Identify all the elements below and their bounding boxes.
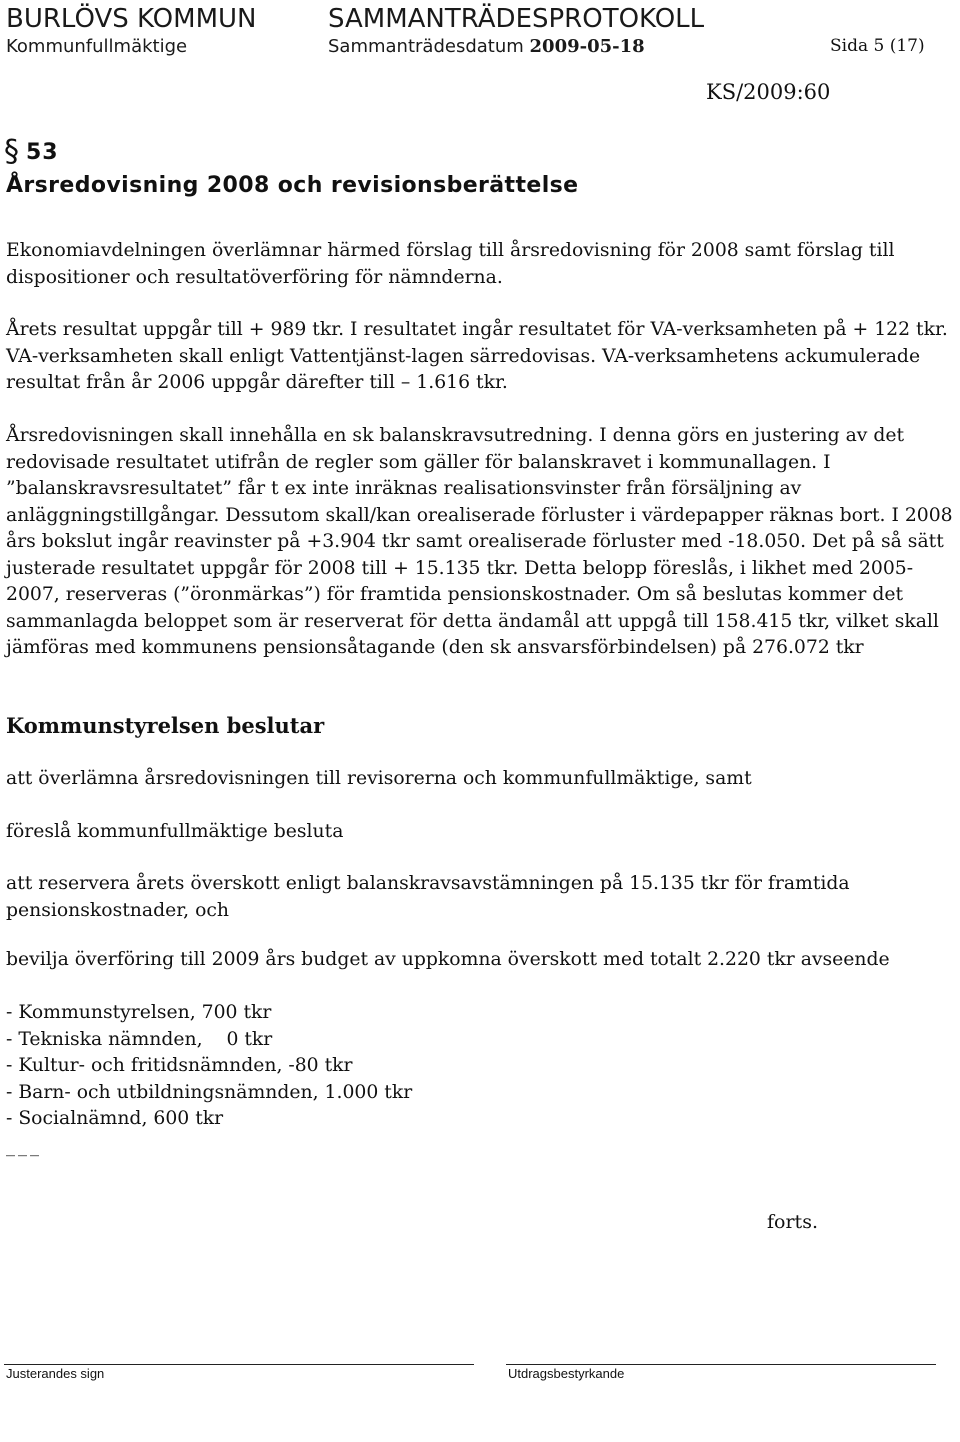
decision-clause-2: föreslå kommunfullmäktige besluta [6, 821, 344, 842]
meeting-date [328, 36, 645, 57]
paragraph-result-text: Årets resultat uppgår till + 989 tkr. I resultatet ingår resultatet för VA-verksamheten på + 122 tkr. VA-verksamheten skall enligt Vattentjänst-lagen särredovisas. VA-verksamhetens ackumulerade resultat från år 2006 uppgår därefter till – 1.616 tkr. [6, 319, 948, 393]
paragraph-intro [6, 238, 958, 291]
paragraph-result [6, 317, 958, 397]
allocation-list [6, 1000, 958, 1133]
section-number [4, 134, 59, 169]
decision-clause-3: att reservera årets överskott enligt balanskravsavstämningen på 15.135 tkr för framtida pensionskostnader, och [6, 873, 850, 921]
adjuster-signature-label: Justerandes sign [6, 1366, 105, 1381]
decision-clause-1: att överlämna årsredovisningen till revisorerna och kommunfullmäktige, samt [6, 768, 752, 789]
date-value: 2009-05-18 [529, 36, 645, 57]
paragraph-balance [6, 423, 958, 662]
list-item: - Barn- och utbildningsnämnden, 1.000 tkr [6, 1081, 413, 1103]
paragraph-intro-text: Ekonomiavdelningen överlämnar härmed förslag till årsredovisning för 2008 samt förslag till dispositioner och resultatöverföring för nämnderna. [6, 240, 895, 288]
list-item: - Tekniska nämnden, 0 tkr [6, 1028, 273, 1050]
body-name: Kommunfullmäktige [6, 36, 188, 57]
signature-line-left [4, 1364, 474, 1365]
municipality-name: BURLÖVS KOMMUN [6, 4, 257, 34]
separator-line: ___ [6, 1136, 42, 1157]
list-item: - Socialnämnd, 600 tkr [6, 1108, 224, 1129]
page-number: Sida 5 (17) [830, 36, 925, 56]
paragraph-balance-text: Årsredovisningen skall innehålla en sk balanskravsutredning. I denna görs en justering av det redovisade resultatet utifrån de regler som gäller för balanskravet i kommunallagen. I ”balanskravsresultatet” får t ex inte inräknas realisationsvinster från försäljning av anläggningstillgångar. Dessutom skall/kan orealiserade förluster i värdepapper räknas bort. I 2008 års bokslut ingår reavinster på +3.904 tkr samt orealiserade förluster med -18.050. Det på så sätt justerade resultatet uppgår för 2008 till + 15.135 tkr. Detta belopp föreslås, i likhet med 2005-2007, reserveras (”öronmärkas”) för framtida pensionskostnader. Om så beslutas kommer det sammanlagda beloppet som är reserverat för detta ändamål att uppgå till 158.415 tkr, vilket skall jämföras med kommunens pensionsåtagande (den sk ansvarsförbindelsen) på 276.072 tkr [6, 425, 953, 658]
decision-clause-4: bevilja överföring till 2009 års budget av uppkomna överskott med totalt 2.220 tkr avseende [6, 949, 890, 970]
section-number-value: 53 [26, 140, 59, 165]
decision-heading: Kommunstyrelsen beslutar [6, 713, 325, 738]
certification-label: Utdragsbestyrkande [508, 1366, 625, 1381]
signature-line-right [506, 1364, 936, 1365]
continued-note: forts. [767, 1211, 818, 1233]
list-item: - Kommunstyrelsen, 700 tkr [6, 1002, 272, 1023]
date-label: Sammanträdesdatum [328, 36, 524, 57]
list-item: - Kultur- och fritidsnämnden, -80 tkr [6, 1055, 353, 1076]
case-number: KS/2009:60 [706, 80, 831, 104]
section-symbol: § [4, 134, 20, 169]
document-type: SAMMANTRÄDESPROTOKOLL [328, 4, 705, 34]
section-title: Årsredovisning 2008 och revisionsberättelse [6, 173, 579, 198]
